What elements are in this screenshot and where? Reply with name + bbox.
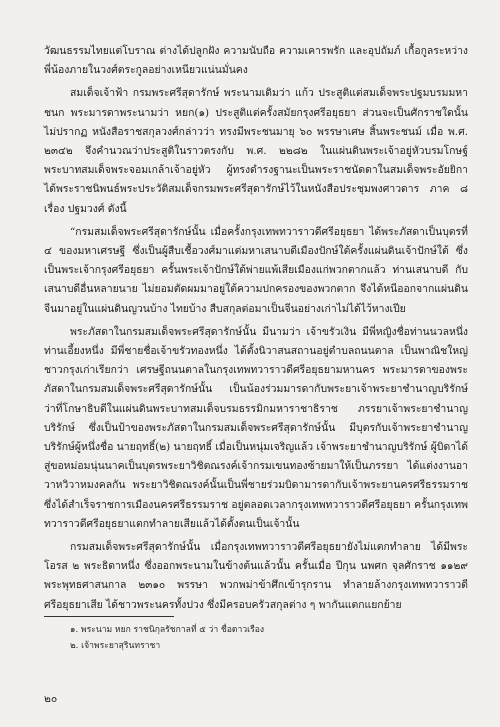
- paragraph-1: วัฒนธรรมไทยแต่โบราณ ต่างได้ปลูกฝัง ความนับถือ ความเคารพรัก และอุปถัมภ์ เกื้อกูลระหว่างพี่น้องภายในวงศ์ตระกูลอย่างเหนียวแน่นมั่นคง: [44, 45, 468, 77]
- body-text: [44, 42, 468, 619]
- paragraph-3-quote: “กรมสมเด็จพระศรีสุดารักษ์นั้น เมื่อครั้งกรุงเทพทวาราวดีศรีอยุธยา ได้พระภัสดาเป็นบุตรที่ ๔ ของมหาเศรษฐี ซึ่งเป็นผู้สืบเชื้อวงศ์มาแต่มหาเสนาบดีเมืองปักษ์ใต้ครั้งแผ่นดินเจ้าปักษ์ใต้ ซึ่งเป็นพระเจ้ากรุงศรีอยุธยา ครั้นพระเจ้าปักษ์ใต้พ่ายแพ้เสียเมืองแก่พวกตากแล้ว ท่านเสนาบดี กับเสนาบดีอื่นหลายนาย ไม่ยอมตัดผมมาอยู่ใต้ความปกครองของพวกตาก จึงได้หนีออกจากแผ่นดินจีนมาอยู่ในแผ่นดินญวนบ้าง ไทยบ้าง สืบสกุลต่อมาเป็นจีนอย่างเก่าไม่ได้ไว้หางเปีย: [44, 225, 468, 315]
- page-number: ๒๐: [44, 693, 58, 705]
- footnote-1: ๑. พระนาม หยก ราชนิกุลรัชกาลที่ ๕ ว่า ชื่อดาวเรือง: [70, 625, 265, 635]
- paragraph-4: พระภัสดาในกรมสมเด็จพระศรีสุดารักษ์นั้น มีนามว่า เจ้าขรัวเงิน มีพี่หญิงชื่อท่านนวลหนึ่ง ท่านเอี้ยงหนึ่ง มีพี่ชายชื่อเจ้าขรัวทองหนึ่ง ได้ตั้งนิวาสนสถานอยู่ตำบลถนนตาล เป็นพาณิชใหญ่ ชาวกรุงเก่าเรียกว่า เศรษฐีถนนตาลในกรุงเทพทวาราวดีศรีอยุธยามหานคร พระมารดาของพระภัสดาในกรมสมเด็จพระศรีสุดารักษ์นั้น เป็นน้องร่วมมารดากับพระยาเจ้าพระยาชำนาญบริรักษ์ ว่าที่โกษาธิบดีในแผ่นดินพระบาทสมเด็จบรมธรรมิกมหาราชาธิราช ภรรยาเจ้าพระยาชำนาญบริรักษ์ ซึ่งเป็นป้าของพระภัสดาในกรมสมเด็จพระศรีสุดารักษ์นั้น มีบุตรกับเจ้าพระยาชำนาญบริรักษ์ผู้หนึ่งชื่อ นายฤทธิ์(๒) นายฤทธิ์ เมื่อเป็นหนุ่มเจริญแล้ว เจ้าพระยาชำนาญบริรักษ์ ผู้บิดาได้สู่ขอหม่อมนุ่นนาคเป็นบุตรพระยาวิชิตณรงค์เจ้ากรมเขนทองซ้ายมาให้เป็นภรรยา ได้แต่งงานอาวาหวิวาหมงคลกัน พระยาวิชิตณรงค์นั้นเป็นพี่ชายร่วมบิดามารดากับเจ้าพระยานครศรีธรรมราช ซึ่งได้สำเร็จราชการเมืองนครศรีธรรมราช อยู่ตลอดเวลากรุงเทพทวาราวดีศรีอยุธยา ครั้นกรุงเทพทวาราวดีศรีอยุธยาแตกทำลายเสียแล้วได้ตั้งตนเป็นเจ้านั้น: [44, 325, 468, 530]
- footnote-2: ๒. เจ้าพระยาสุรินทราชา: [70, 641, 161, 651]
- paragraph-5: กรมสมเด็จพระศรีสุดารักษ์นั้น เมื่อกรุงเทพทวาราวดีศรีอยุธยายังไม่แตกทำลาย ได้มีพระโอรส ๒ พระธิดาหนึ่ง ซึ่งออกพระนามในข้างต้นแล้วนั้น ครั้นเมื่อ ปีกุน นพศก จุลศักราช ๑๑๒๙ พระพุทธศาสนกาล ๒๓๑๐ พรรษา พวกพม่าข้าศึกเข้ารุกราน ทำลายล้างกรุงเทพทวาราวดีศรีอยุธยาเสีย ได้ชาวพระนครทั้งปวง ซึ่งมีครอบครัวสกุลต่าง ๆ พากันแตกแยกย้าย: [44, 541, 468, 611]
- footnote-separator: [44, 616, 174, 617]
- footnotes: [70, 622, 460, 654]
- paragraph-2: สมเด็จเจ้าฟ้า กรมพระศรีสุดารักษ์ พระนามเดิมว่า แก้ว ประสูติแต่สมเด็จพระปฐมบรมมหาชนก พระมารดาพระนามว่า หยก(๑) ประสูติแต่ครั้งสมัยกรุงศรีอยุธยา ส่วนจะเป็นศักราชใดนั้นไม่ปรากฏ หนังสือราชสกุลวงศ์กล่าวว่า ทรงมีพระชนมายุ ๖๐ พรรษาเศษ สิ้นพระชนม์ เมื่อ พ.ศ. ๒๓๔๒ จึงคำนวณว่าประสูติในราวตรงกับ พ.ศ. ๒๒๘๒ ในแผ่นดินพระเจ้าอยู่หัวบรมโกษฐ์ พระบาทสมเด็จพระจอมเกล้าเจ้าอยู่หัว ผู้ทรงดำรงฐานะเป็นพระราชนัดดาในสมเด็จพระอัยยิกา ได้พระราชนิพนธ์พระประวัติสมเด็จกรมพระศรีสุดารักษ์ไว้ในหนังสือประชุมพงศาวดาร ภาค ๘ เรื่อง ปฐมวงศ์ ดังนี้: [44, 87, 468, 215]
